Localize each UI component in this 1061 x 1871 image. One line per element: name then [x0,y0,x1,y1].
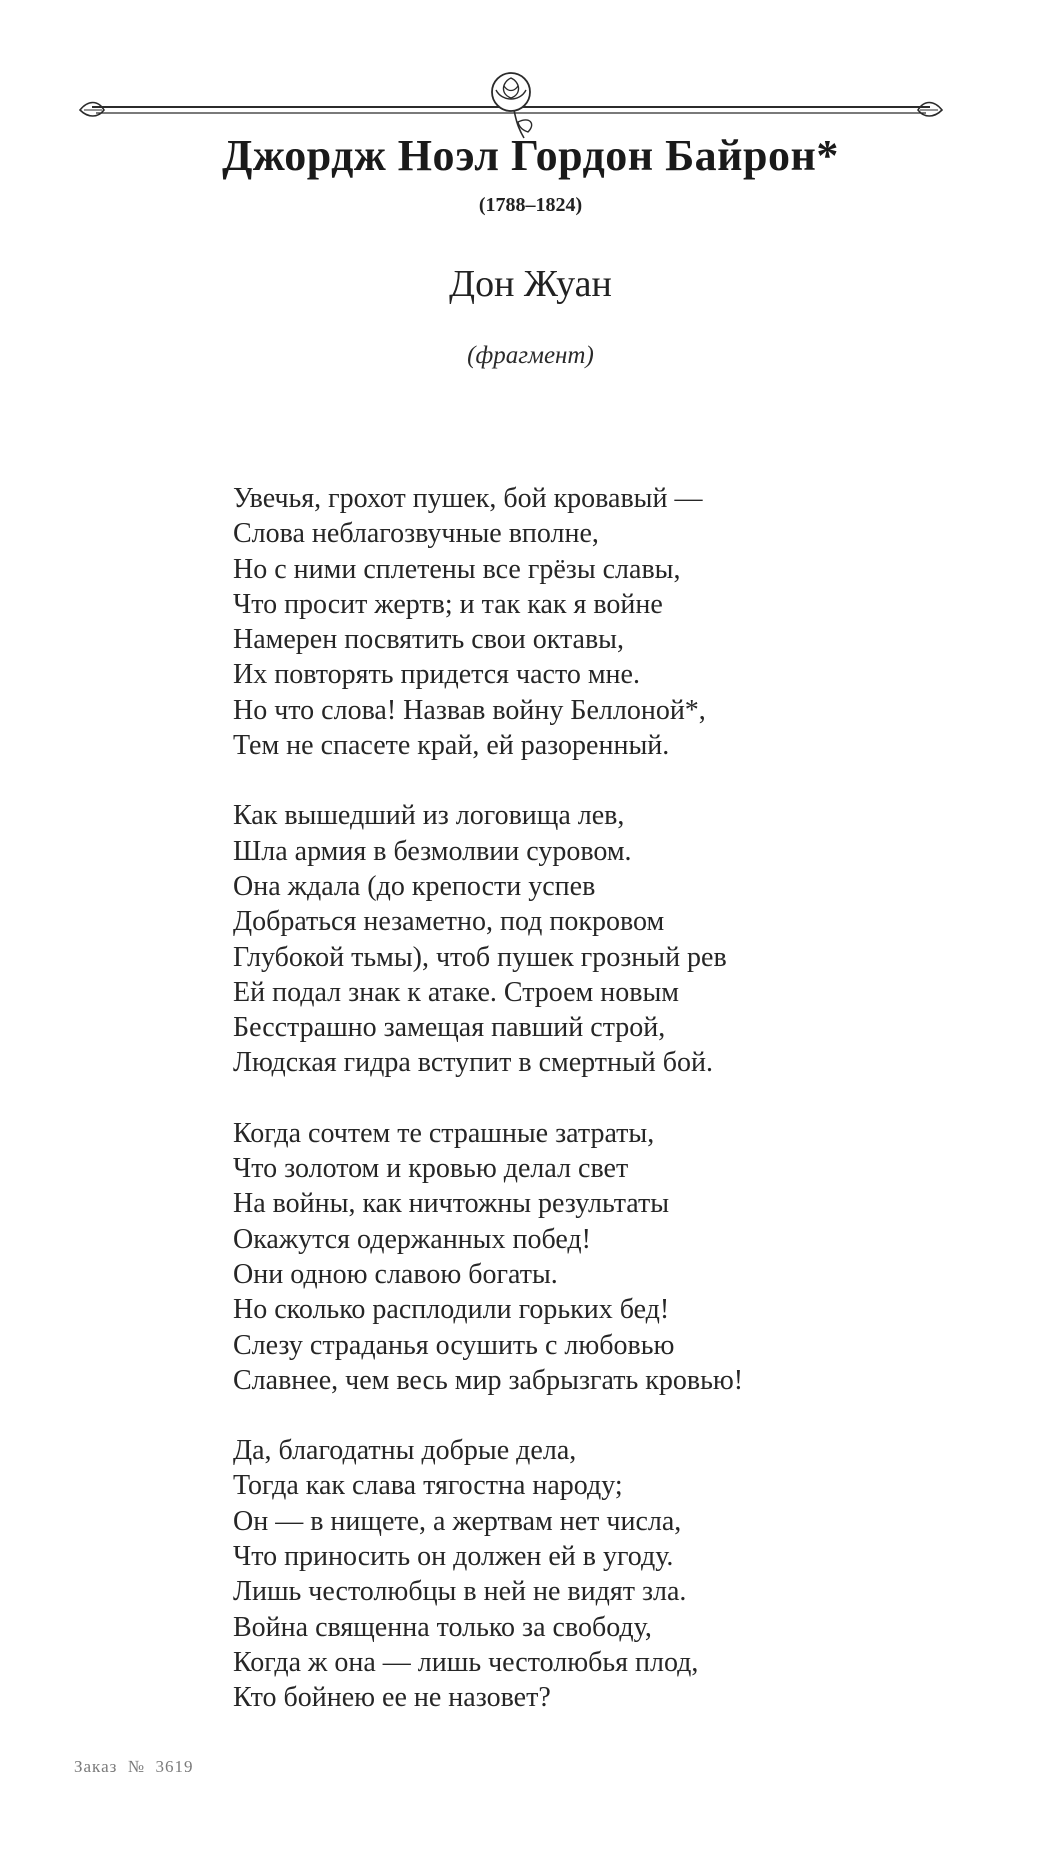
poem-line: Что просит жертв; и так как я войне [233,588,663,620]
poem-line: Что приносить он должен ей в угоду. [233,1541,674,1573]
stanza-2 [233,798,1013,1080]
poem-line: Лишь честолюбцы в ней не видят зла. [233,1576,687,1608]
poem-line: Когда сочтем те страшные затраты, [233,1117,655,1149]
author-years: (1788–1824) [478,194,583,216]
poem-line: Она ждала (до крепости успев [233,870,596,902]
poem-line: Людская гидра вступит в смертный бой. [233,1047,714,1079]
print-order-number: Заказ № 3619 [74,1757,194,1776]
poem-line: Да, благодатны добрые дела, [233,1435,577,1467]
poem-line: Но с ними сплетены все грёзы славы, [233,553,681,585]
poem-subtitle: (фрагмент) [467,342,594,369]
poem-line: Война священна только за свободу, [233,1611,652,1643]
poem-line: Ей подал знак к атаке. Строем новым [233,976,679,1008]
poem-line: Окажутся одержанных побед! [233,1223,591,1255]
poem-line: Тогда как слава тягостна народу; [233,1470,623,1502]
poem-line: Что золотом и кровью делал свет [233,1153,629,1185]
poem-line: Но что слова! Назвав войну Беллоной*, [233,694,706,726]
stanza-1 [233,481,1013,763]
stanza-3 [233,1116,1013,1398]
poem-line: Шла армия в безмолвии суровом. [233,835,632,867]
poem-line: На войны, как ничтожны результаты [233,1188,670,1220]
stanza-4 [233,1433,1013,1715]
poem-line: Он — в нищете, а жертвам нет числа, [233,1505,682,1537]
poem-line: Бесстрашно замещая павший строй, [233,1012,666,1044]
author-name: Джордж Ноэл Гордон Байрон* [222,131,839,180]
poem-line: Добраться незаметно, под покровом [233,906,665,938]
poem-line: Они одною славою богаты. [233,1258,558,1290]
poem-line: Но сколько расплодили горьких бед! [233,1294,670,1326]
poem-line: Увечья, грохот пушек, бой кровавый — [233,483,703,514]
poem-line: Славнее, чем весь мир забрызгать кровью! [233,1364,744,1396]
poem-line: Глубокой тьмы), чтоб пушек грозный рев [233,941,727,973]
poem-line: Кто бойнею ее не назовет? [233,1682,551,1714]
poem-title: Дон Жуан [449,263,612,305]
poem-body [233,481,1013,1751]
poem-line: Намерен посвятить свои октавы, [233,624,624,656]
poem-line: Тем не спасете край, ей разоренный. [233,730,670,762]
poem-line: Как вышедший из логовища лев, [233,800,625,832]
poem-line: Когда ж она — лишь честолюбья плод, [233,1646,699,1678]
poem-line: Слова неблагозвучные вполне, [233,518,599,550]
poem-line: Слезу страданья осушить с любовью [233,1329,675,1361]
poem-line: Их повторять придется часто мне. [233,659,640,691]
